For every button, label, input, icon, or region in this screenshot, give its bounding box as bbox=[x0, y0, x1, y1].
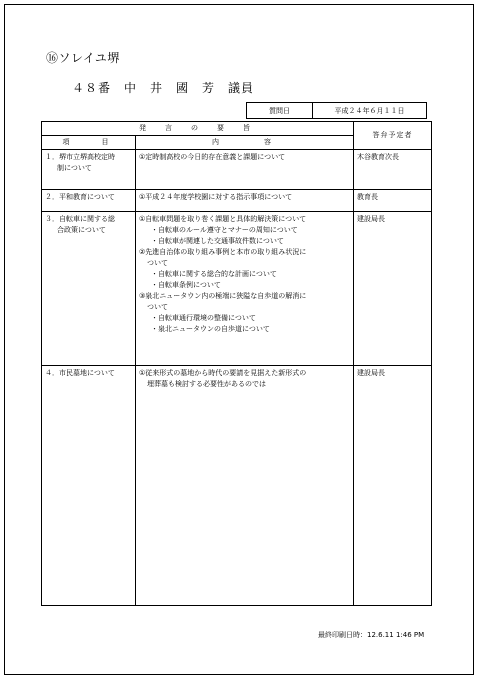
row-item-line: ４．市民墓地について bbox=[45, 369, 115, 377]
content-line: ・自転車が関連した交通事故件数について bbox=[151, 237, 284, 245]
row-item-line: ２．平和教育について bbox=[45, 193, 115, 201]
header-item: 項 目 bbox=[42, 136, 136, 150]
row-item bbox=[42, 366, 136, 606]
row-content bbox=[136, 212, 354, 366]
row-content bbox=[136, 150, 354, 190]
header-responder: 答弁予定者 bbox=[354, 122, 432, 150]
content-line: ・自転車のルール遵守とマナーの周知について bbox=[151, 226, 298, 234]
row-content bbox=[136, 190, 354, 212]
table-row bbox=[42, 150, 432, 190]
party-name: ⑯ソレイユ堺 bbox=[46, 51, 120, 65]
row-responder: 木谷教育次長 bbox=[354, 150, 432, 190]
row-responder: 建設局長 bbox=[354, 212, 432, 366]
question-date-label: 質問日 bbox=[247, 103, 313, 119]
row-item bbox=[42, 212, 136, 366]
last-printed-stamp: 最終印刷日時：12.6.11 1:46 PM bbox=[318, 631, 425, 639]
content-line: ③泉北ニュータウン内の極端に狭隘な自歩道の解消に bbox=[139, 292, 307, 300]
row-item-line: １．堺市立堺高校定時 bbox=[45, 153, 115, 161]
content-line: 埋葬墓も検討する必要性があるのでは bbox=[147, 380, 266, 388]
row-item-line: 制について bbox=[57, 164, 92, 172]
question-table bbox=[41, 121, 432, 606]
question-date-value: 平成２４年６月１１日 bbox=[313, 103, 427, 119]
content-line: ついて bbox=[147, 259, 168, 267]
content-line: ・泉北ニュータウンの自歩道について bbox=[151, 325, 270, 333]
row-responder: 建設局長 bbox=[354, 366, 432, 606]
question-rows bbox=[42, 150, 432, 606]
row-item bbox=[42, 150, 136, 190]
content-line: ②先進自治体の取り組み事例と本市の取り組み状況に bbox=[139, 248, 307, 256]
table-row bbox=[42, 212, 432, 366]
row-item bbox=[42, 190, 136, 212]
content-line: ・自転車通行環境の整備について bbox=[151, 314, 256, 322]
member-name: ４８番 中 井 國 芳 議員 bbox=[72, 81, 255, 95]
content-line: ・自転車条例について bbox=[151, 281, 221, 289]
row-content bbox=[136, 366, 354, 606]
header-speech-summary: 発 言 の 要 旨 bbox=[42, 122, 354, 136]
row-responder: 教育長 bbox=[354, 190, 432, 212]
content-line: ・自転車に関する総合的な計画について bbox=[151, 270, 277, 278]
header-content: 内 容 bbox=[136, 136, 354, 150]
content-line: ①定時制高校の今日的存在意義と課題について bbox=[139, 153, 286, 161]
content-line: ①従来形式の墓地から時代の要請を見据えた新形式の bbox=[139, 369, 307, 377]
table-row bbox=[42, 366, 432, 606]
content-line: ①平成２４年度学校園に対する指示事項について bbox=[139, 193, 293, 201]
table-row bbox=[42, 190, 432, 212]
row-item-line: 合政策について bbox=[57, 226, 106, 234]
question-date-box bbox=[246, 102, 427, 119]
content-line: ついて bbox=[147, 303, 168, 311]
row-item-line: ３．自転車に関する総 bbox=[45, 215, 115, 223]
content-line: ①自転車問題を取り巻く課題と具体的解決策について bbox=[139, 215, 307, 223]
